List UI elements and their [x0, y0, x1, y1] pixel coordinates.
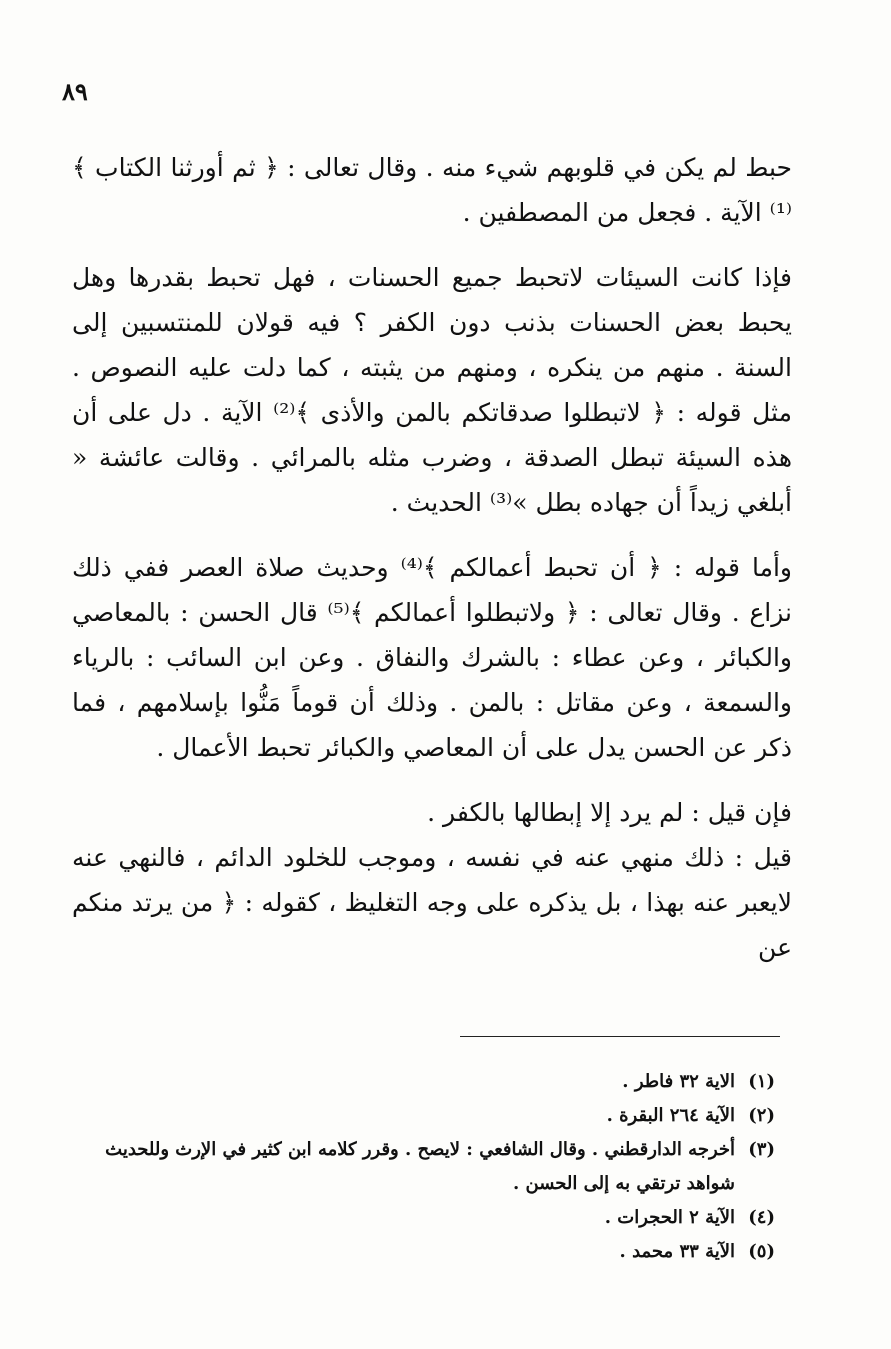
footnote-number: (٥)	[748, 1241, 775, 1262]
footnote-number: (٤)	[748, 1207, 775, 1228]
footnote-number: (١)	[748, 1071, 775, 1092]
footnote-number: (٢)	[748, 1105, 775, 1126]
paragraph-4: فإن قيل : لم يرد إلا إبطالها بالكفر .	[427, 798, 792, 827]
page-number: ٨٩	[62, 77, 88, 106]
footnote-5	[100, 1235, 775, 1269]
footnote-text: الآية ٣٣ محمد .	[619, 1241, 735, 1262]
footnote-text: الآية ٢ الحجرات .	[604, 1207, 735, 1228]
footnote-divider	[460, 1036, 780, 1037]
paragraph-1: حبط لم يكن في قلوبهم شيء منه . وقال تعالى : ﴿ ثم أورثنا الكتاب ﴾⁽¹⁾ الآية . فجعل من المصطفين .	[72, 153, 792, 227]
paragraph-2: فإذا كانت السيئات لاتحبط جميع الحسنات ، فهل تحبط بقدرها وهل يحبط بعض الحسنات بذنب دون الكفر ؟ فيه قولان للمنتسبين إلى السنة . منهم من ينكره ، ومنهم من يثبته ، كما دلت عليه النصوص . مثل قوله : ﴿ لاتبطلوا صدقاتكم بالمن والأذى ﴾⁽²⁾ الآية . دل على أن هذه السيئة تبطل الصدقة ، وضرب مثله بالمرائي . وقالت عائشة « أبلغي زيداً أن جهاده بطل »⁽³⁾ الحديث .	[72, 263, 792, 517]
main-text	[72, 145, 792, 970]
footnote-4	[100, 1201, 775, 1235]
footnote-3	[100, 1133, 775, 1201]
footnotes	[100, 1065, 775, 1269]
footnote-text: أخرجه الدارقطني . وقال الشافعي : لايصح . وقرر كلامه ابن كثير في الإرث وللحديث شواهد ترتقي به إلى الحسن .	[105, 1139, 735, 1194]
paragraph-5: قيل : ذلك منهي عنه في نفسه ، وموجب للخلود الدائم ، فالنهي عنه لايعبر عنه بهذا ، بل يذكره على وجه التغليظ ، كقوله : ﴿ من يرتد منكم عن	[72, 843, 792, 962]
footnote-text: الاية ٣٢ فاطر .	[622, 1071, 735, 1092]
footnote-1	[100, 1065, 775, 1099]
paragraph-3: وأما قوله : ﴿ أن تحبط أعمالكم ﴾⁽⁴⁾ وحديث صلاة العصر ففي ذلك نزاع . وقال تعالى : ﴿ ولاتبطلوا أعمالكم ﴾⁽⁵⁾ قال الحسن : بالمعاصي والكبائر ، وعن عطاء : بالشرك والنفاق . وعن ابن السائب : بالرياء والسمعة ، وعن مقاتل : بالمن . وذلك أن قوماً مَنُّوا بإسلامهم ، فما ذكر عن الحسن يدل على أن المعاصي والكبائر تحبط الأعمال .	[72, 553, 793, 762]
footnote-number: (٣)	[748, 1139, 775, 1160]
footnote-text: الآية ٢٦٤ البقرة .	[606, 1105, 735, 1126]
footnote-2	[100, 1099, 775, 1133]
